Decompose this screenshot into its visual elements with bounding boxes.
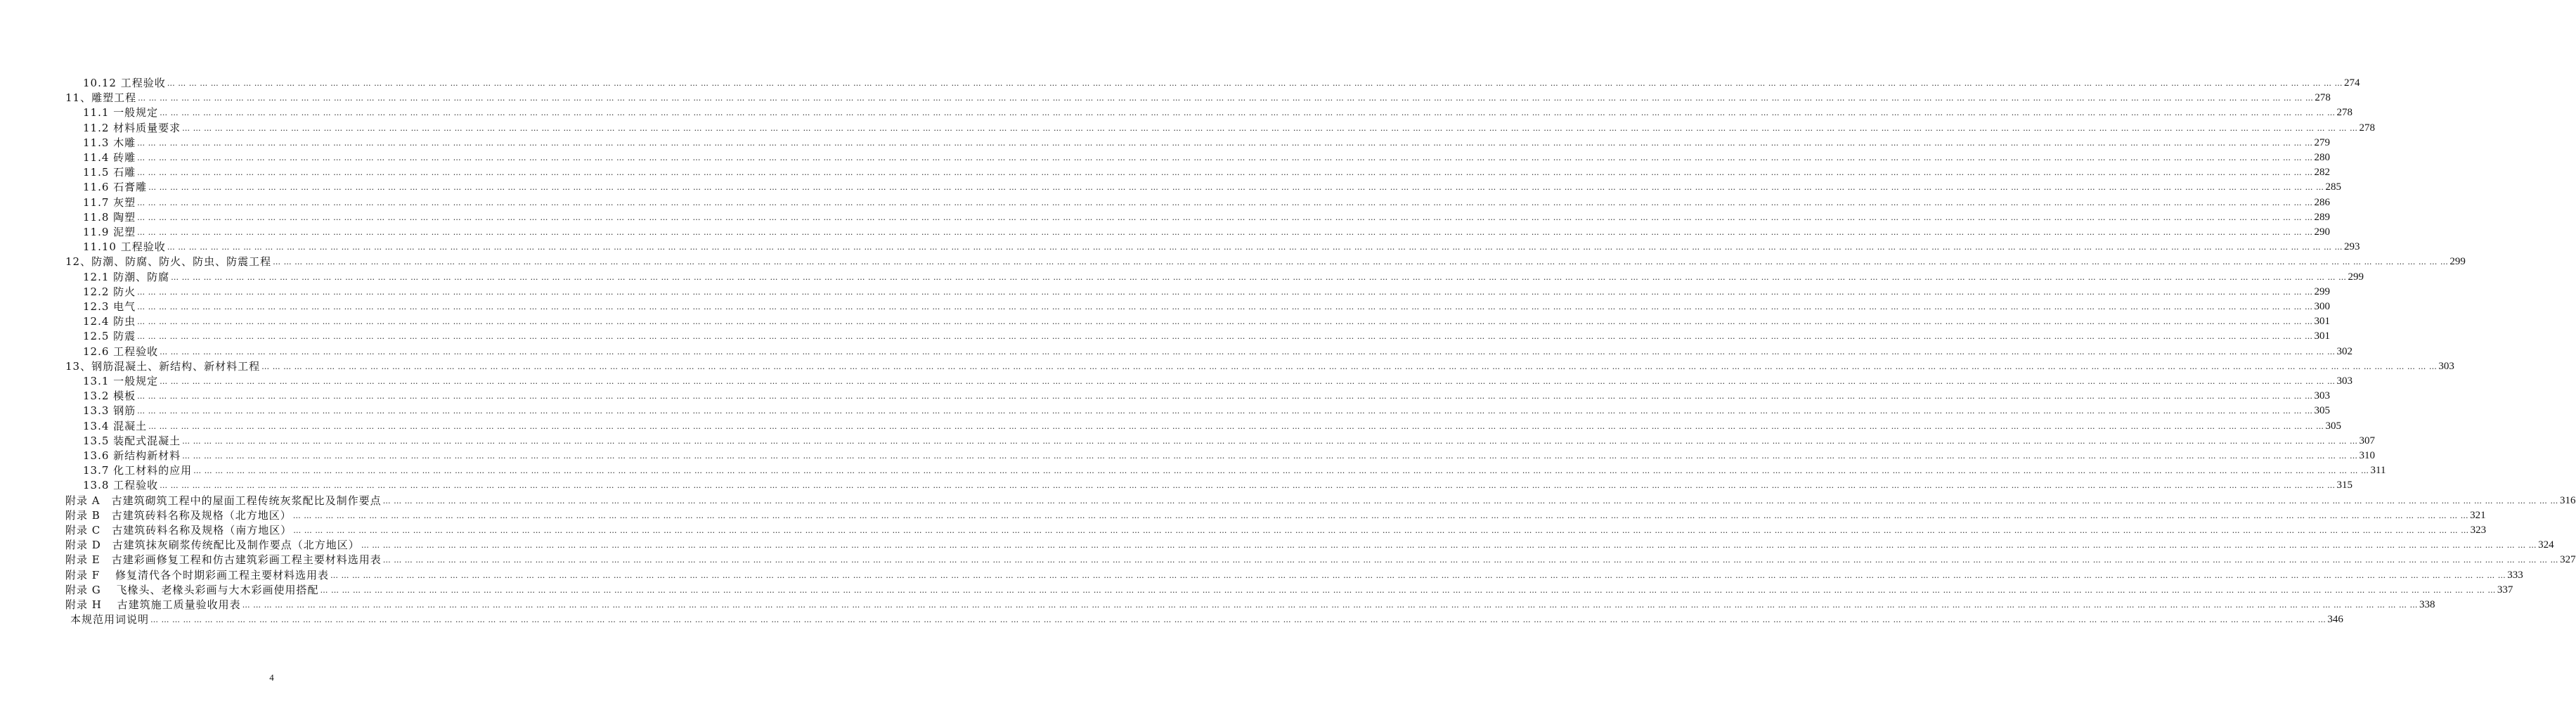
toc-entry-page: 302 (2336, 345, 2352, 357)
toc-entry-page: 280 (2314, 152, 2330, 163)
toc-entry-label: 11.1 一般规定 (83, 106, 159, 120)
toc-entry-page: 311 (2370, 465, 2386, 477)
toc-entry-page: 286 (2314, 196, 2330, 208)
toc-entry-label: 附录 D 古建筑抹灰刷浆传统配比及制作要点（北方地区） (65, 539, 360, 552)
toc-leader-dots: … … … … … … … … … … … … … … … … … … … … … … … … … … … … … … … … … … … … … … … … … … … … … … … … … … … … … … … … … … … … … … … … … … … … … … … … … … … … … … … … … … … … … … … … … … … … … … … … … … … … … … … … … … … … … … … … … … … … … … … … … … … … … … … … … … … … … … … … … … … … … … … … … … … … … … … … … … … … … … … … … … … … … … … … … … … … … … … … … … … … … … … … … … … … … … … … … … … … … … … … (293, 526, 2469, 535)
toc-leader-dots: … … … … … … … … … … … … … … … … … … … … … … … … … … … … … … … … … … … … … … … … … … … … … … … … … … … … … … … … … … … … … … … … … … … … … … … … … … … … … … … … … … … … … … … … … … … … … … … … … … … … … … … … … … … … … … … … … … … … … … … … … … … … … … … … … … … … … … … … … … … … … … … … … … … … … … … … … … … … … … … … … … … … … … … … … … … … … … … … … … … … … … … … … … … … … … … … … … … … … … … … (137, 228, 2313, 237)
toc-entry[interactable] (83, 225, 2330, 240)
toc-leader-dots: … … … … … … … … … … … … … … … … … … … … … … … … … … … … … … … … … … … … … … … … … … … … … … … … … … … … … … … … … … … … … … … … … … … … … … … … … … … … … … … … … … … … … … … … … … … … … … … … … … … … … … … … … … … … … … … … … … … … … … … … … … … … … … … … … … … … … … … … … … … … … … … … … … … … … … … … … … … … … … … … … … … … … … … … … … … … … … … … … … … … … … … … … … … … … … … … … … … … … … … … (138, 94, 2314, 103)
toc-entry-page: 303 (2336, 375, 2352, 387)
toc-leader-dots: … … … … … … … … … … … … … … … … … … … … … … … … … … … … … … … … … … … … … … … … … … … … … … … … … … … … … … … … … … … … … … … … … … … … … … … … … … … … … … … … … … … … … … … … … … … … … … … … … … … … … … … … … … … … … … … … … … … … … … … … … … … … … … … … … … … … … … … … … … … … … … … … … … … … … … … … … … … … … … … … … … … … … … … … … … … … … … … … … … … … … … … … … … … … … … … … … … … … … … … … (242, 600, 2418, 610)
toc-leader-dots: … … … … … … … … … … … … … … … … … … … … … … … … … … … … … … … … … … … … … … … … … … … … … … … … … … … … … … … … … … … … … … … … … … … … … … … … … … … … … … … … … … … … … … … … … … … … … … … … … … … … … … … … … … … … … … … … … … … … … … … … … … … … … … … … … … … … … … … … … … … … … … … … … … … … … … … … … … … … … … … … … … … … … … … … … … … … … … … … … … … … … … … … … … … … … … … … … … … … … … … … (137, 392, 2313, 401)
toc-entry-page: 278 (2315, 92, 2331, 104)
toc-entry-page: 299 (2314, 285, 2330, 297)
toc-entry-page: 285 (2325, 181, 2341, 193)
toc-entry-label: 12.6 工程验收 (83, 345, 159, 358)
toc-entry-page: 293 (2344, 241, 2360, 253)
toc-entry-label: 13.5 装配式混凝土 (83, 434, 181, 447)
toc-entry[interactable] (65, 359, 2454, 374)
toc-entry-label: 附录 A 古建筑砌筑工程中的屋面工程传统灰浆配比及制作要点 (65, 494, 382, 507)
toc-leader-dots: … … … … … … … … … … … … … … … … … … … … … … … … … … … … … … … … … … … … … … … … … … … … … … … … … … … … … … … … … … … … … … … … … … … … … … … … … … … … … … … … … … … … … … … … … … … … … … … … … … … … … … … … … … … … … … … … … … … … … … … … … … … … … … … … … … … … … … … … … … … … … … … … … … … … … … … … … … … … … … … … … … … … … … … … … … … … … … … … … … … … … … … … … … … … … … … … … … … … … … … … (137, 153, 2313, 162)
toc-entry-label: 13.2 模板 (83, 390, 136, 403)
toc-leader-dots: … … … … … … … … … … … … … … … … … … … … … … … … … … … … … … … … … … … … … … … … … … … … … … … … … … … … … … … … … … … … … … … … … … … … … … … … … … … … … … … … … … … … … … … … … … … … … … … … … … … … … … … … … … … … … … … … … … … … … … … … … … … … … … … … … … … … … … … … … … … … … … … … … … … … … … … … … … … … … … … … … … … … … … … … … … … … … … … … … … … … … … … … … … … … … … … … … … … … … … … … (137, 332, 2313, 342)
toc-entry-label: 11.4 砖雕 (83, 151, 136, 164)
toc-entry-label: 10.12 工程验收 (83, 77, 166, 89)
toc-leader-dots: … … … … … … … … … … … … … … … … … … … … … … … … … … … … … … … … … … … … … … … … … … … … … … … … … … … … … … … … … … … … … … … … … … … … … … … … … … … … … … … … … … … … … … … … … … … … … … … … … … … … … … … … … … … … … … … … … … … … … … … … … … … … … … … … … … … … … … … … … … … … … … … … … … … … … … … … … … … … … … … … … … … … … … … … … … … … … … … … … … … … … … … … … … … … … … … … … … … … … … … … (261, 361, 2438, 371)
toc-leader-dots: … … … … … … … … … … … … … … … … … … … … … … … … … … … … … … … … … … … … … … … … … … … … … … … … … … … … … … … … … … … … … … … … … … … … … … … … … … … … … … … … … … … … … … … … … … … … … … … … … … … … … … … … … … … … … … … … … … … … … … … … … … … … … … … … … … … … … … … … … … … … … … … … … … … … … … … … … … … … … … … … … … … … … … … … … … … … … … … … … … … … … … … … … … … … … … … … … … … … … … … … (160, 377, 2336, 386)
toc-entry-page: 327 (2560, 554, 2576, 566)
toc-entry-page: 315 (2336, 480, 2352, 491)
toc-entry-label: 附录 E 古建彩画修复工程和仿古建筑彩画工程主要材料选用表 (65, 553, 382, 567)
toc-entry-label: 11.2 材料质量要求 (83, 121, 181, 134)
toc-entry-page: 300 (2314, 301, 2330, 312)
toc-entry-label: 附录 F 修复清代各个时期彩画工程主要材料选用表 (65, 568, 329, 581)
toc-entry-page: 301 (2314, 316, 2330, 328)
toc-entry-page: 282 (2314, 167, 2330, 179)
toc-leader-dots: … … … … … … … … … … … … … … … … … … … … … … … … … … … … … … … … … … … … … … … … … … … … … … … … … … … … … … … … … … … … … … … … … … … … … … … … … … … … … … … … … … … … … … … … … … … … … … … … … … … … … … … … … … … … … … … … … … … … … … … … … … … … … … … … … … … … … … … … … … … … … … … … … … … … … … … … … … … … … … … … … … … … … … … … … … … … … … … … … … … … … … … … … … … … … … … … … … … … … … … … (150, 615, 2326, 625)
toc-entry-page: 299 (2449, 256, 2466, 268)
toc-entry-page: 279 (2314, 136, 2330, 148)
toc-entry[interactable] (83, 300, 2330, 314)
toc-leader-dots: … … … … … … … … … … … … … … … … … … … … … … … … … … … … … … … … … … … … … … … … … … … … … … … … … … … … … … … … … … … … … … … … … … … … … … … … … … … … … … … … … … … … … … … … … … … … … … … … … … … … … … … … … … … … … … … … … … … … … … … … … … … … … … … … … … … … … … … … … … … … … … … … … … … … … … … … … … … … … … … … … … … … … … … … … … … … … … … … … … … … … … … … … … … … … … … … … … … … … … … … (137, 406, 2313, 416)
toc-entry-label: 11.3 木雕 (83, 136, 136, 149)
toc-entry[interactable] (65, 494, 2576, 508)
toc-entry-page: 290 (2314, 226, 2330, 238)
toc-entry[interactable] (83, 434, 2375, 449)
toc-leader-dots: … … … … … … … … … … … … … … … … … … … … … … … … … … … … … … … … … … … … … … … … … … … … … … … … … … … … … … … … … … … … … … … … … … … … … … … … … … … … … … … … … … … … … … … … … … … … … … … … … … … … … … … … … … … … … … … … … … … … … … … … … … … … … … … … … … … … … … … … … … … … … … … … … … … … … … … … … … … … … … … … … … … … … … … … … … … … … … … … … … … … … … … … … … … … … … … … … … … … … … … … (382, 555, 2559, 565)
toc-entry[interactable] (83, 389, 2330, 404)
toc-entry-page: 303 (2438, 360, 2454, 372)
toc-leader-dots: … … … … … … … … … … … … … … … … … … … … … … … … … … … … … … … … … … … … … … … … … … … … … … … … … … … … … … … … … … … … … … … … … … … … … … … … … … … … … … … … … … … … … … … … … … … … … … … … … … … … … … … … … … … … … … … … … … … … … … … … … … … … … … … … … … … … … … … … … … … … … … … … … … … … … … … … … … … … … … … … … … … … … … … … … … … … … … … … … … … … … … … … … … … … … … … … … … … … … … … … (320, 585, 2496, 595)
page-number: 4 (269, 672, 274, 683)
toc-entry-page: 305 (2325, 420, 2341, 432)
toc-leader-dots: … … … … … … … … … … … … … … … … … … … … … … … … … … … … … … … … … … … … … … … … … … … … … … … … … … … … … … … … … … … … … … … … … … … … … … … … … … … … … … … … … … … … … … … … … … … … … … … … … … … … … … … … … … … … … … … … … … … … … … … … … … … … … … … … … … … … … … … … … … … … … … … … … … … … … … … … … … … … … … … … … … … … … … … … … … … … … … … … … … … … … … … … … … … … … … … … … … … … … … … … (167, 79, 2343, 88)
toc-leader-dots: … … … … … … … … … … … … … … … … … … … … … … … … … … … … … … … … … … … … … … … … … … … … … … … … … … … … … … … … … … … … … … … … … … … … … … … … … … … … … … … … … … … … … … … … … … … … … … … … … … … … … … … … … … … … … … … … … … … … … … … … … … … … … … … … … … … … … … … … … … … … … … … … … … … … … … … … … … … … … … … … … … … … … … … … … … … … … … … … … … … … … … … … … … … … … … … … … … … … … … … … (361, 541, 2537, 551)
toc-leader-dots: … … … … … … … … … … … … … … … … … … … … … … … … … … … … … … … … … … … … … … … … … … … … … … … … … … … … … … … … … … … … … … … … … … … … … … … … … … … … … … … … … … … … … … … … … … … … … … … … … … … … … … … … … … … … … … … … … … … … … … … … … … … … … … … … … … … … … … … … … … … … … … … … … … … … … … … … … … … … … … … … … … … … … … … … … … … … … … … … … … … … … … … … … … … … … … … … … … … … … … … … (182, 123, 2358, 133)
toc-leader-dots: … … … … … … … … … … … … … … … … … … … … … … … … … … … … … … … … … … … … … … … … … … … … … … … … … … … … … … … … … … … … … … … … … … … … … … … … … … … … … … … … … … … … … … … … … … … … … … … … … … … … … … … … … … … … … … … … … … … … … … … … … … … … … … … … … … … … … … … … … … … … … … … … … … … … … … … … … … … … … … … … … … … … … … … … … … … … … … … … … … … … … … … … … … … … … … … … … … … … … … … … (193, 466, 2369, 476)
toc-entry[interactable] (83, 165, 2330, 180)
toc-leader-dots: … … … … … … … … … … … … … … … … … … … … … … … … … … … … … … … … … … … … … … … … … … … … … … … … … … … … … … … … … … … … … … … … … … … … … … … … … … … … … … … … … … … … … … … … … … … … … … … … … … … … … … … … … … … … … … … … … … … … … … … … … … … … … … … … … … … … … … … … … … … … … … … … … … … … … … … … … … … … … … … … … … … … … … … … … … … … … … … … … … … … … … … … … … … … … … … … … … … … … … … … (137, 287, 2313, 297)
toc-entry[interactable] (83, 419, 2341, 434)
toc-entry-label: 12.4 防虫 (83, 315, 136, 328)
toc-entry-page: 321 (2470, 509, 2486, 521)
toc-leader-dots: … … … … … … … … … … … … … … … … … … … … … … … … … … … … … … … … … … … … … … … … … … … … … … … … … … … … … … … … … … … … … … … … … … … … … … … … … … … … … … … … … … … … … … … … … … … … … … … … … … … … … … … … … … … … … … … … … … … … … … … … … … … … … … … … … … … … … … … … … … … … … … … … … … … … … … … … … … … … … … … … … … … … … … … … … … … … … … … … … … … … … … … … … … … … … … … … … … … … … … … … (137, 302, 2313, 311)
toc-entry-label: 12.1 防潮、防腐 (83, 270, 170, 283)
toc-entry[interactable] (65, 91, 2331, 105)
toc-entry[interactable] (83, 478, 2352, 493)
toc-entry[interactable] (65, 255, 2466, 269)
toc-entry[interactable] (83, 449, 2375, 463)
toc-entry-page: 333 (2507, 569, 2523, 581)
toc-entry[interactable] (83, 210, 2330, 225)
toc-entry[interactable] (65, 553, 2576, 567)
toc-entry[interactable] (83, 329, 2330, 344)
toc-entry-label: 13.8 工程验收 (83, 479, 159, 492)
toc-entry[interactable] (83, 404, 2330, 418)
toc-leader-dots: … … … … … … … … … … … … … … … … … … … … … … … … … … … … … … … … … … … … … … … … … … … … … … … … … … … … … … … … … … … … … … … … … … … … … … … … … … … … … … … … … … … … … … … … … … … … … … … … … … … … … … … … … … … … … … … … … … … … … … … … … … … … … … … … … … … … … … … … … … … … … … … … … … … … … … … … … … … … … … … … … … … … … … … … … … … … … … … … … … … … … … … … … … … … … … … … … … … … … … … … (148, 183, 2324, 193)
toc-entry-page: 323 (2470, 525, 2487, 536)
toc-entry[interactable] (83, 345, 2352, 359)
toc-entry[interactable] (83, 314, 2330, 329)
toc-entry[interactable] (70, 612, 2343, 627)
toc-entry-label: 11、雕塑工程 (65, 91, 137, 105)
toc-entry-page: 278 (2359, 122, 2375, 134)
toc-leader-dots: … … … … … … … … … … … … … … … … … … … … … … … … … … … … … … … … … … … … … … … … … … … … … … … … … … … … … … … … … … … … … … … … … … … … … … … … … … … … … … … … … … … … … … … … … … … … … … … … … … … … … … … … … … … … … … … … … … … … … … … … … … … … … … … … … … … … … … … … … … … … … … … … … … … … … … … … … … … … … … … … … … … … … … … … … … … … … … … … … … … … … … … … … … … … … … … … … … … … … … … … (182, 436, 2358, 446)
toc-entry-label: 11.7 灰塑 (83, 195, 136, 209)
toc-entry-label: 13.3 钢筋 (83, 404, 136, 418)
toc-entry[interactable] (83, 76, 2360, 91)
toc-leader-dots: … … … … … … … … … … … … … … … … … … … … … … … … … … … … … … … … … … … … … … … … … … … … … … … … … … … … … … … … … … … … … … … … … … … … … … … … … … … … … … … … … … … … … … … … … … … … … … … … … … … … … … … … … … … … … … … … … … … … … … … … … … … … … … … … … … … … … … … … … … … … … … … … … … … … … … … … … … … … … … … … … … … … … … … … … … … … … … … … … … … … … … … … … … … … … … … … … … … … … … … … (171, 272, 2347, 282)
toc-entry[interactable] (65, 583, 2513, 598)
toc-entry-label: 附录 C 古建筑砖料名称及规格（南方地区） (65, 524, 292, 536)
toc-entry-label: 11.5 石雕 (83, 166, 136, 179)
toc-entry-label: 本规范用词说明 (70, 613, 150, 626)
toc-entry-label: 12.5 防震 (83, 330, 136, 343)
toc-entry-page: 278 (2336, 107, 2352, 119)
toc-entry[interactable] (83, 180, 2341, 195)
toc-leader-dots: … … … … … … … … … … … … … … … … … … … … … … … … … … … … … … … … … … … … … … … … … … … … … … … … … … … … … … … … … … … … … … … … … … … … … … … … … … … … … … … … … … … … … … … … … … … … … … … … … … … … … … … … … … … … … … … … … … … … … … … … … … … … … … … … … … … … … … … … … … … … … … … … … … … … … … … … … … … … … … … … … … … … … … … … … … … … … … … … … … … … … … … … … … … … … … … … … … … … … … … … (148, 421, 2324, 431)
toc-entry-page: 299 (2348, 271, 2364, 283)
toc-entry-label: 11.10 工程验收 (83, 240, 166, 254)
toc-leader-dots: … … … … … … … … … … … … … … … … … … … … … … … … … … … … … … … … … … … … … … … … … … … … … … … … … … … … … … … … … … … … … … … … … … … … … … … … … … … … … … … … … … … … … … … … … … … … … … … … … … … … … … … … … … … … … … … … … … … … … … … … … … … … … … … … … … … … … … … … … … … … … … … … … … … … … … … … … … … … … … … … … … … … … … … … … … … … … … … … … … … … … … … … … … … … … … … … … … … … … … … … (160, 481, 2336, 491)
toc-leader-dots: … … … … … … … … … … … … … … … … … … … … … … … … … … … … … … … … … … … … … … … … … … … … … … … … … … … … … … … … … … … … … … … … … … … … … … … … … … … … … … … … … … … … … … … … … … … … … … … … … … … … … … … … … … … … … … … … … … … … … … … … … … … … … … … … … … … … … … … … … … … … … … … … … … … … … … … … … … … … … … … … … … … … … … … … … … … … … … … … … … … … … … … … … … … … … … … … … … … … … … … … (382, 496, 2558, 506)
toc-entry-label: 13.4 混凝土 (83, 419, 148, 432)
toc-entry[interactable] (83, 136, 2330, 150)
toc-entry-page: 305 (2314, 405, 2330, 417)
toc-leader-dots: … … … … … … … … … … … … … … … … … … … … … … … … … … … … … … … … … … … … … … … … … … … … … … … … … … … … … … … … … … … … … … … … … … … … … … … … … … … … … … … … … … … … … … … … … … … … … … … … … … … … … … … … … … … … … … … … … … … … … … … … … … … … … … … … … … … … … … … … … … … … … … … … … … … … … … … … … … … … … … … … … … … … … … … … … … … … … … … … … … … … … … … … … … … … … … … … … … … … … … … … (160, 108, 2336, 118)
toc-entry[interactable] (83, 374, 2352, 389)
toc-entry-label: 13.1 一般规定 (83, 375, 159, 387)
toc-leader-dots: … … … … … … … … … … … … … … … … … … … … … … … … … … … … … … … … … … … … … … … … … … … … … … … … … … … … … … … … … … … … … … … … … … … … … … … … … … … … … … … … … … … … … … … … … … … … … … … … … … … … … … … … … … … … … … … … … … … … … … … … … … … … … … … … … … … … … … … … … … … … … … … … … … … … … … … … … … … … … … … … … … … … … … … … … … … … … … … … … … … … … … … … … … … … … … … … … … … … … … … … (137, 317, 2313, 327)
toc-entry-label: 附录 H 古建筑施工质量验收用表 (65, 598, 241, 611)
toc-entry[interactable] (83, 285, 2330, 300)
toc-entry[interactable] (65, 598, 2435, 612)
toc-entry-label: 12.2 防火 (83, 285, 136, 298)
toc-entry-page: 307 (2359, 435, 2375, 446)
toc-leader-dots: … … … … … … … … … … … … … … … … … … … … … … … … … … … … … … … … … … … … … … … … … … … … … … … … … … … … … … … … … … … … … … … … … … … … … … … … … … … … … … … … … … … … … … … … … … … … … … … … … … … … … … … … … … … … … … … … … … … … … … … … … … … … … … … … … … … … … … … … … … … … … … … … … … … … … … … … … … … … … … … … … … … … … … … … … … … … … … … … … … … … … … … … … … … … … … … … … … … … … … … … (137, 212, 2313, 222)
toc-entry-label: 13、钢筋混凝土、新结构、新材料工程 (65, 359, 261, 373)
toc-leader-dots: … … … … … … … … … … … … … … … … … … … … … … … … … … … … … … … … … … … … … … … … … … … … … … … … … … … … … … … … … … … … … … … … … … … … … … … … … … … … … … … … … … … … … … … … … … … … … … … … … … … … … … … … … … … … … … … … … … … … … … … … … … … … … … … … … … … … … … … … … … … … … … … … … … … … … … … … … … … … … … … … … … … … … … … … … … … … … … … … … … … … … … … … … … … … … … … … … … … … … … … … (182, 451, 2358, 461)
toc-entry[interactable] (83, 195, 2330, 210)
toc-entry-page: 346 (2327, 614, 2343, 626)
toc-entry-label: 11.9 泥塑 (83, 226, 136, 238)
toc-entry-page: 289 (2314, 211, 2330, 223)
toc-leader-dots: … … … … … … … … … … … … … … … … … … … … … … … … … … … … … … … … … … … … … … … … … … … … … … … … … … … … … … … … … … … … … … … … … … … … … … … … … … … … … … … … … … … … … … … … … … … … … … … … … … … … … … … … … … … … … … … … … … … … … … … … … … … … … … … … … … … … … … … … … … … … … … … … … … … … … … … … … … … … … … … … … … … … … … … … … … … … … … … … … … … … … … … … … … … … … … … … … … … … … … … … (137, 198, 2313, 207)
toc-entry-page: 337 (2497, 584, 2513, 596)
toc-entry-page: 303 (2314, 390, 2330, 402)
toc-entry-label: 12.3 电气 (83, 300, 136, 313)
toc-entry-page: 301 (2314, 330, 2330, 342)
toc-entry-label: 12、防潮、防腐、防火、防虫、防震工程 (65, 255, 272, 269)
toc-entry-page: 274 (2344, 77, 2360, 89)
toc-leader-dots: … … … … … … … … … … … … … … … … … … … … … … … … … … … … … … … … … … … … … … … … … … … … … … … … … … … … … … … … … … … … … … … … … … … … … … … … … … … … … … … … … … … … … … … … … … … … … … … … … … … … … … … … … … … … … … … … … … … … … … … … … … … … … … … … … … … … … … … … … … … … … … … … … … … … … … … … … … … … … … … … … … … … … … … … … … … … … … … … … … … … … … … … … … … … … … … … … … … … … … … … (167, 243, 2343, 252)
toc-leader-dots: … … … … … … … … … … … … … … … … … … … … … … … … … … … … … … … … … … … … … … … … … … … … … … … … … … … … … … … … … … … … … … … … … … … … … … … … … … … … … … … … … … … … … … … … … … … … … … … … … … … … … … … … … … … … … … … … … … … … … … … … … … … … … … … … … … … … … … … … … … … … … … … … … … … … … … … … … … … … … … … … … … … … … … … … … … … … … … … … … … … … … … … … … … … … … … … … … … … … … … … … (292, 510, 2469, 520)
toc-leader-dots: … … … … … … … … … … … … … … … … … … … … … … … … … … … … … … … … … … … … … … … … … … … … … … … … … … … … … … … … … … … … … … … … … … … … … … … … … … … … … … … … … … … … … … … … … … … … … … … … … … … … … … … … … … … … … … … … … … … … … … … … … … … … … … … … … … … … … … … … … … … … … … … … … … … … … … … … … … … … … … … … … … … … … … … … … … … … … … … … … … … … … … … … … … … … … … … … … … … … … … … … (137, 168, 2313, 178)
toc-entry[interactable] (83, 240, 2360, 255)
toc-entry[interactable] (65, 523, 2487, 538)
toc-entry[interactable] (83, 150, 2330, 165)
toc-entry[interactable] (65, 568, 2523, 583)
toc-entry-label: 13.7 化工材料的应用 (83, 464, 193, 477)
toc-entry-page: 316 (2559, 494, 2576, 506)
toc-entry-label: 附录 G 飞椽头、老椽头彩画与大木彩画使用搭配 (65, 583, 319, 596)
toc-entry[interactable] (83, 463, 2386, 478)
toc-leader-dots: … … … … … … … … … … … … … … … … … … … … … … … … … … … … … … … … … … … … … … … … … … … … … … … … … … … … … … … … … … … … … … … … … … … … … … … … … … … … … … … … … … … … … … … … … … … … … … … … … … … … … … … … … … … … … … … … … … … … … … … … … … … … … … … … … … … … … … … … … … … … … … … … … … … … … … … … … … … … … … … … … … … … … … … … … … … … … … … … … … … … … … … … … … … … … … … … … … … … … … … … (160, 347, 2336, 356)
toc-entry[interactable] (83, 121, 2375, 136)
toc-leader-dots: … … … … … … … … … … … … … … … … … … … … … … … … … … … … … … … … … … … … … … … … … … … … … … … … … … … … … … … … … … … … … … … … … … … … … … … … … … … … … … … … … … … … … … … … … … … … … … … … … … … … … … … … … … … … … … … … … … … … … … … … … … … … … … … … … … … … … … … … … … … … … … … … … … … … … … … … … … … … … … … … … … … … … … … … … … … … … … … … … … … … … … … … … … … … … … … … … … … … … … … … (273, 257, 2449, 267)
toc-leader-dots: … … … … … … … … … … … … … … … … … … … … … … … … … … … … … … … … … … … … … … … … … … … … … … … … … … … … … … … … … … … … … … … … … … … … … … … … … … … … … … … … … … … … … … … … … … … … … … … … … … … … … … … … … … … … … … … … … … … … … … … … … … … … … … … … … … … … … … … … … … … … … … … … … … … … … … … … … … … … … … … … … … … … … … … … … … … … … … … … … … … … … … … … … … … … … … … … … … … … … … … … (137, 138, 2313, 148)
toc-entry-page: 324 (2538, 539, 2554, 551)
toc-entry-label: 11.6 石膏雕 (83, 181, 148, 194)
toc-entry[interactable] (65, 508, 2486, 523)
toc-entry-label: 13.6 新结构新材料 (83, 449, 181, 462)
toc-entry[interactable] (65, 538, 2554, 553)
toc-entry-label: 11.8 陶塑 (83, 210, 136, 224)
toc-entry[interactable] (83, 270, 2364, 285)
toc-leader-dots: … … … … … … … … … … … … … … … … … … … … … … … … … … … … … … … … … … … … … … … … … … … … … … … … … … … … … … … … … … … … … … … … … … … … … … … … … … … … … … … … … … … … … … … … … … … … … … … … … … … … … … … … … … … … … … … … … … … … … … … … … … … … … … … … … … … … … … … … … … … … … … … … … … … … … … … … … … … … … … … … … … … … … … … … … … … … … … … … … … … … … … … … … … … … … … … … … … … … … … … … (330, 570, 2506, 580)
toc-entry-label: 附录 B 古建筑砖料名称及规格（北方地区） (65, 508, 292, 522)
toc-entry-page: 338 (2419, 599, 2435, 610)
toc-entry[interactable] (83, 105, 2352, 120)
toc-entry-page: 310 (2359, 450, 2375, 461)
